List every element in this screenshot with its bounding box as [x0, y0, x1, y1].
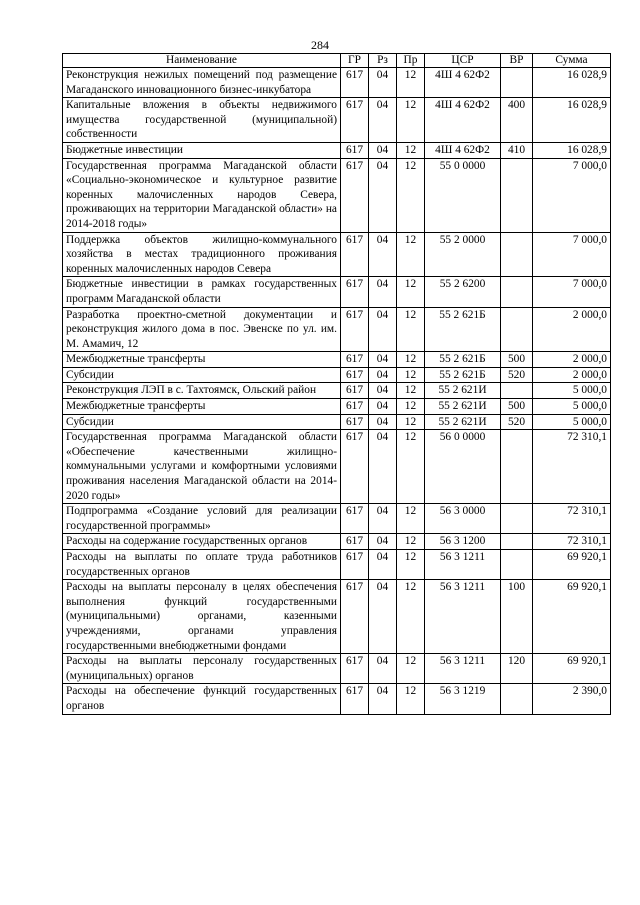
table-row — [63, 367, 611, 383]
cell-rz: 04 — [369, 277, 397, 307]
cell-gr: 617 — [341, 68, 369, 98]
header-sum: Сумма — [533, 54, 611, 68]
cell-name: Разработка проектно-сметной документации и реконструкция жилого дома в пос. Эвенске по ул. им. М. Амамич, 12 — [63, 307, 341, 352]
cell-csr: 55 2 0000 — [425, 232, 501, 277]
cell-name: Субсидии — [63, 367, 341, 383]
cell-sum: 72 310,1 — [533, 504, 611, 534]
table-row — [63, 142, 611, 158]
cell-vr — [501, 307, 533, 352]
cell-vr — [501, 684, 533, 714]
cell-csr: 56 3 1211 — [425, 654, 501, 684]
cell-pr: 12 — [397, 580, 425, 654]
cell-name: Реконструкция нежилых помещений под размещение Магаданского инновационного бизнес-инкубатора — [63, 68, 341, 98]
cell-name: Расходы на обеспечение функций государственных органов — [63, 684, 341, 714]
cell-gr: 617 — [341, 534, 369, 550]
cell-gr: 617 — [341, 367, 369, 383]
cell-csr: 56 3 0000 — [425, 504, 501, 534]
cell-name: Субсидии — [63, 414, 341, 430]
cell-pr: 12 — [397, 534, 425, 550]
table-row — [63, 383, 611, 399]
cell-csr: 55 2 621И — [425, 383, 501, 399]
cell-csr: 55 2 621Б — [425, 307, 501, 352]
cell-csr: 56 0 0000 — [425, 430, 501, 504]
table-row — [63, 684, 611, 714]
cell-name: Государственная программа Магаданской области «Обеспечение качественными жилищно-коммунальными услугами и комфортными условиями проживания населения Магаданской области на 2014-2020 годы» — [63, 430, 341, 504]
cell-gr: 617 — [341, 158, 369, 232]
cell-pr: 12 — [397, 399, 425, 415]
cell-sum: 2 000,0 — [533, 307, 611, 352]
table-row — [63, 232, 611, 277]
cell-pr: 12 — [397, 98, 425, 143]
cell-rz: 04 — [369, 534, 397, 550]
cell-sum: 2 390,0 — [533, 684, 611, 714]
cell-csr: 56 3 1200 — [425, 534, 501, 550]
cell-gr: 617 — [341, 504, 369, 534]
cell-csr: 55 2 621Б — [425, 367, 501, 383]
cell-gr: 617 — [341, 550, 369, 580]
table-header-row — [63, 54, 611, 68]
cell-name: Капитальные вложения в объекты недвижимого имущества государственной (муниципальной) собственности — [63, 98, 341, 143]
cell-rz: 04 — [369, 414, 397, 430]
cell-sum: 2 000,0 — [533, 352, 611, 368]
cell-vr — [501, 430, 533, 504]
cell-name: Расходы на выплаты по оплате труда работников государственных органов — [63, 550, 341, 580]
cell-sum: 69 920,1 — [533, 550, 611, 580]
cell-vr: 500 — [501, 399, 533, 415]
table-row — [63, 158, 611, 232]
cell-vr: 120 — [501, 654, 533, 684]
cell-pr: 12 — [397, 414, 425, 430]
cell-vr — [501, 383, 533, 399]
table-row — [63, 414, 611, 430]
table-body — [63, 68, 611, 715]
cell-rz: 04 — [369, 504, 397, 534]
table-row — [63, 277, 611, 307]
cell-sum: 16 028,9 — [533, 142, 611, 158]
cell-gr: 617 — [341, 383, 369, 399]
cell-name: Расходы на выплаты персоналу государственных (муниципальных) органов — [63, 654, 341, 684]
cell-name: Подпрограмма «Создание условий для реализации государственной программы» — [63, 504, 341, 534]
cell-sum: 5 000,0 — [533, 414, 611, 430]
cell-csr: 55 2 6200 — [425, 277, 501, 307]
cell-gr: 617 — [341, 232, 369, 277]
cell-gr: 617 — [341, 98, 369, 143]
cell-pr: 12 — [397, 158, 425, 232]
cell-sum: 2 000,0 — [533, 367, 611, 383]
table-row — [63, 98, 611, 143]
cell-gr: 617 — [341, 399, 369, 415]
cell-pr: 12 — [397, 277, 425, 307]
cell-vr — [501, 277, 533, 307]
cell-vr: 100 — [501, 580, 533, 654]
cell-rz: 04 — [369, 352, 397, 368]
header-name: Наименование — [63, 54, 341, 68]
cell-name: Государственная программа Магаданской области «Социально-экономическое и культурное развитие коренных малочисленных народов Севера, проживающих на территории Магаданской области» на 2014-2018 годы» — [63, 158, 341, 232]
cell-vr — [501, 68, 533, 98]
cell-pr: 12 — [397, 352, 425, 368]
cell-pr: 12 — [397, 142, 425, 158]
table-row — [63, 307, 611, 352]
table-row — [63, 352, 611, 368]
cell-name: Расходы на содержание государственных органов — [63, 534, 341, 550]
cell-name: Бюджетные инвестиции в рамках государственных программ Магаданской области — [63, 277, 341, 307]
cell-gr: 617 — [341, 142, 369, 158]
cell-rz: 04 — [369, 367, 397, 383]
cell-gr: 617 — [341, 580, 369, 654]
cell-sum: 5 000,0 — [533, 383, 611, 399]
cell-csr: 4Ш 4 62Ф2 — [425, 98, 501, 143]
cell-sum: 69 920,1 — [533, 580, 611, 654]
cell-pr: 12 — [397, 68, 425, 98]
header-gr: ГР — [341, 54, 369, 68]
table-row — [63, 430, 611, 504]
cell-vr: 410 — [501, 142, 533, 158]
cell-gr: 617 — [341, 352, 369, 368]
cell-sum: 16 028,9 — [533, 68, 611, 98]
table-row — [63, 399, 611, 415]
cell-name: Реконструкция ЛЭП в с. Тахтоямск, Ольский район — [63, 383, 341, 399]
cell-csr: 55 2 621И — [425, 414, 501, 430]
cell-pr: 12 — [397, 654, 425, 684]
cell-csr: 4Ш 4 62Ф2 — [425, 142, 501, 158]
cell-csr: 4Ш 4 62Ф2 — [425, 68, 501, 98]
cell-name: Расходы на выплаты персоналу в целях обеспечения выполнения функций государственными (муниципальными) органами, казенными учреждениями, органами управления государственными внебюджетными фондами — [63, 580, 341, 654]
cell-rz: 04 — [369, 430, 397, 504]
cell-vr — [501, 550, 533, 580]
cell-vr: 520 — [501, 367, 533, 383]
cell-rz: 04 — [369, 98, 397, 143]
cell-sum: 5 000,0 — [533, 399, 611, 415]
cell-gr: 617 — [341, 414, 369, 430]
header-pr: Пр — [397, 54, 425, 68]
cell-csr: 56 3 1211 — [425, 580, 501, 654]
cell-csr: 55 2 621И — [425, 399, 501, 415]
cell-csr: 56 3 1219 — [425, 684, 501, 714]
cell-vr: 520 — [501, 414, 533, 430]
cell-gr: 617 — [341, 430, 369, 504]
cell-vr — [501, 232, 533, 277]
cell-gr: 617 — [341, 684, 369, 714]
cell-name: Бюджетные инвестиции — [63, 142, 341, 158]
cell-rz: 04 — [369, 307, 397, 352]
cell-vr — [501, 158, 533, 232]
cell-vr: 500 — [501, 352, 533, 368]
cell-rz: 04 — [369, 158, 397, 232]
cell-rz: 04 — [369, 580, 397, 654]
cell-rz: 04 — [369, 142, 397, 158]
cell-csr: 56 3 1211 — [425, 550, 501, 580]
cell-sum: 69 920,1 — [533, 654, 611, 684]
cell-sum: 72 310,1 — [533, 534, 611, 550]
cell-rz: 04 — [369, 383, 397, 399]
cell-pr: 12 — [397, 430, 425, 504]
header-rz: Рз — [369, 54, 397, 68]
cell-sum: 7 000,0 — [533, 158, 611, 232]
header-csr: ЦСР — [425, 54, 501, 68]
table-row — [63, 654, 611, 684]
cell-pr: 12 — [397, 383, 425, 399]
cell-sum: 7 000,0 — [533, 277, 611, 307]
cell-rz: 04 — [369, 232, 397, 277]
cell-gr: 617 — [341, 307, 369, 352]
cell-sum: 16 028,9 — [533, 98, 611, 143]
cell-vr — [501, 504, 533, 534]
table-row — [63, 534, 611, 550]
page-number: 284 — [311, 38, 329, 52]
cell-rz: 04 — [369, 654, 397, 684]
budget-table — [62, 53, 611, 715]
table-row — [63, 504, 611, 534]
cell-rz: 04 — [369, 399, 397, 415]
header-vr: ВР — [501, 54, 533, 68]
cell-rz: 04 — [369, 68, 397, 98]
table-row — [63, 550, 611, 580]
cell-pr: 12 — [397, 684, 425, 714]
cell-name: Поддержка объектов жилищно-коммунального хозяйства в местах традиционного проживания коренных малочисленных народов Севера — [63, 232, 341, 277]
cell-csr: 55 2 621Б — [425, 352, 501, 368]
table-row — [63, 580, 611, 654]
cell-pr: 12 — [397, 367, 425, 383]
cell-pr: 12 — [397, 504, 425, 534]
cell-vr: 400 — [501, 98, 533, 143]
cell-name: Межбюджетные трансферты — [63, 399, 341, 415]
cell-vr — [501, 534, 533, 550]
cell-sum: 72 310,1 — [533, 430, 611, 504]
cell-pr: 12 — [397, 232, 425, 277]
cell-gr: 617 — [341, 277, 369, 307]
cell-csr: 55 0 0000 — [425, 158, 501, 232]
cell-pr: 12 — [397, 550, 425, 580]
cell-sum: 7 000,0 — [533, 232, 611, 277]
table-row — [63, 68, 611, 98]
cell-gr: 617 — [341, 654, 369, 684]
cell-rz: 04 — [369, 550, 397, 580]
cell-name: Межбюджетные трансферты — [63, 352, 341, 368]
cell-pr: 12 — [397, 307, 425, 352]
cell-rz: 04 — [369, 684, 397, 714]
